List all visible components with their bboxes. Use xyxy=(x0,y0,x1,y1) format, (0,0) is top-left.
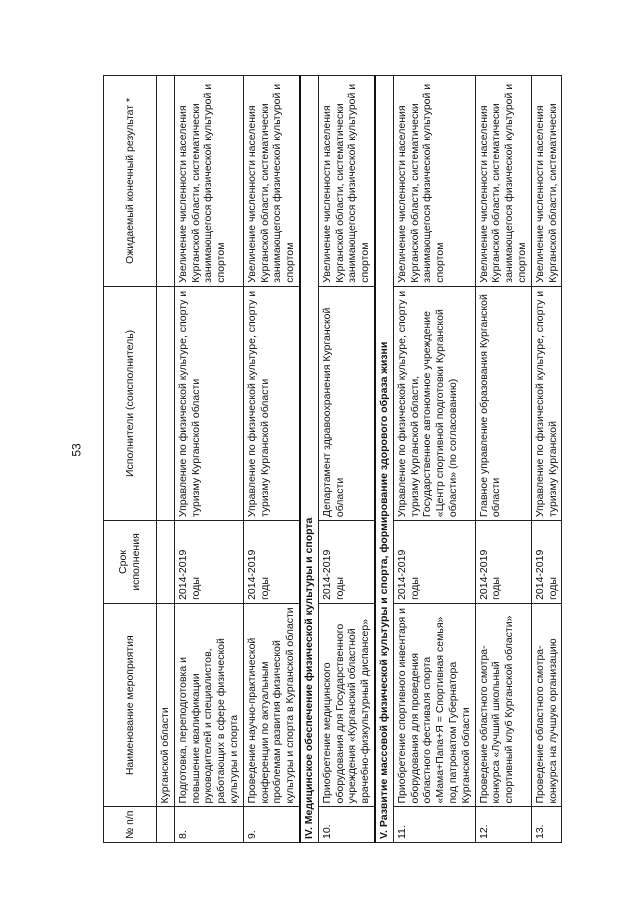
cell-term: 2014-2019 годы xyxy=(393,521,475,604)
cell-name: Приобретение медицинского оборудования для Государственного учреждения «Курганский областной врачебно-физкультурный диспансер» xyxy=(318,603,375,807)
page-number: 53 xyxy=(69,443,84,457)
cell-executors: Управление по физической культуре, спорту и туризму Курганской области xyxy=(243,286,300,520)
cell-continuation: Курганской области xyxy=(157,603,175,807)
cell-num: 12. xyxy=(475,807,531,843)
cell-executors: Управление по физической культуре, спорту и туризму Курганской области xyxy=(174,286,243,520)
table-row xyxy=(243,76,300,843)
header-name: Наименование мероприятия xyxy=(104,603,157,807)
cell-executors: Управление по физической культуре, спорту и туризму Курганской xyxy=(531,286,562,520)
section-row xyxy=(300,76,318,843)
cell-num: 11. xyxy=(393,807,475,843)
cell-term: 2014-2019 годы xyxy=(243,521,300,604)
rotated-table-container xyxy=(103,75,562,843)
section-title-5: V. Развитие массовой физической культуры и спорта, формирование здорового образа жизни xyxy=(375,76,393,843)
header-executors: Исполнители (соисполнитель) xyxy=(104,286,157,520)
section-row xyxy=(375,76,393,843)
cell-executors: Управление по физической культуре, спорту и туризму Курганской области, Государственное автономное учреждение «Центр спортивной подготовки Курганской области» (по согласованию) xyxy=(393,286,475,520)
table-row xyxy=(157,76,175,843)
cell-result: Увеличение численности населения Курганской области, систематически занимающегося физической культурой и спортом xyxy=(174,76,243,287)
cell-term: 2014-2019 годы xyxy=(174,521,243,604)
cell-executors: Главное управление образования Курганской области xyxy=(475,286,531,520)
cell-result: Увеличение численности населения Курганской области, систематически занимающегося физической культурой и спортом xyxy=(318,76,375,287)
cell-result: Увеличение численности населения Курганской области, систематически занимающегося физической культурой и спортом xyxy=(243,76,300,287)
cell-num: 13. xyxy=(531,807,562,843)
header-num: № п/п xyxy=(104,807,157,843)
cell-empty xyxy=(157,807,175,843)
cell-result: Увеличение численности населения Курганской области, систематически занимающегося физической культурой и спортом xyxy=(475,76,531,287)
cell-term: 2014-2019 годы xyxy=(531,521,562,604)
cell-result: Увеличение численности населения Курганской области, систематически занимающегося физической культурой и спортом xyxy=(393,76,475,287)
cell-empty xyxy=(157,76,175,287)
table-row xyxy=(475,76,531,843)
cell-name: Подготовка, переподготовка и повышение квалификации руководителей и специалистов, работающих в сфере физической культуры и спорта xyxy=(174,603,243,807)
activities-table xyxy=(103,75,562,843)
table-row xyxy=(174,76,243,843)
cell-name: Проведение областного смотра-конкурса на лучшую организацию xyxy=(531,603,562,807)
header-term: Срок исполнения xyxy=(104,521,157,604)
cell-num: 10. xyxy=(318,807,375,843)
cell-empty xyxy=(157,286,175,520)
table-header-row xyxy=(104,76,157,843)
table-row xyxy=(318,76,375,843)
cell-empty xyxy=(157,521,175,604)
table-row xyxy=(393,76,475,843)
cell-result: Увеличение численности населения Курганской области, систематически xyxy=(531,76,562,287)
cell-num: 8. xyxy=(174,807,243,843)
cell-term: 2014-2019 годы xyxy=(318,521,375,604)
cell-name: Проведение научно-практической конференции по актуальным проблемам развития физической культуры и спорта в Курганской области xyxy=(243,603,300,807)
cell-executors: Департамент здравоохранения Курганской области xyxy=(318,286,375,520)
header-result: Ожидаемый конечный результат * xyxy=(104,76,157,287)
cell-name: Проведение областного смотра-конкурса «Лучший школьный спортивный клуб Курганской области» xyxy=(475,603,531,807)
table-row xyxy=(531,76,562,843)
cell-term: 2014-2019 годы xyxy=(475,521,531,604)
cell-num: 9. xyxy=(243,807,300,843)
section-title-4: IV. Медицинское обеспечение физической культуры и спорта xyxy=(300,76,318,843)
cell-name: Приобретение спортивного инвентаря и оборудования для проведения областного фестиваля спорта «Мама+Папа+Я = Спортивная семья» под патронатом Губернатора Курганской области xyxy=(393,603,475,807)
